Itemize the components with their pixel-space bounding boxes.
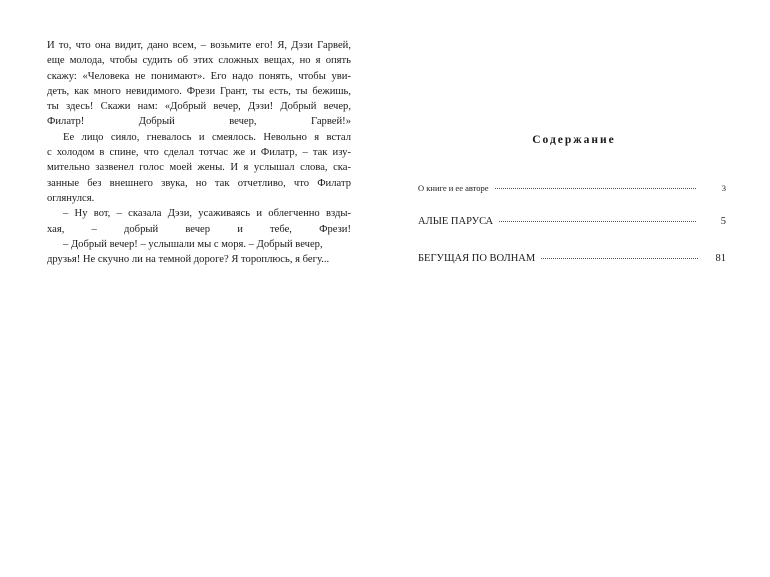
- toc-entry-scarlet-sails[interactable]: [418, 216, 726, 227]
- text-line: еще молода, чтобы судить об этих сложных вещах, но я опять: [47, 55, 351, 67]
- text-line: Филатр! Добрый вечер, Гарвей!»: [47, 116, 351, 128]
- toc-entry-page: 5: [720, 216, 726, 227]
- text-line: с холодом в спине, что сделал тотчас же и Филатр, – так изу-: [47, 147, 351, 159]
- dot-leader: [495, 187, 696, 189]
- toc-entry-page: 3: [721, 183, 726, 193]
- dot-leader: [499, 220, 696, 222]
- paragraph-4: [47, 237, 351, 268]
- dot-leader: [541, 257, 698, 259]
- text-line: хая, – добрый вечер и тебе, Фрези!: [47, 223, 351, 235]
- text-line: деть, как много невидимого. Фрези Грант, ты есть, ты бежишь,: [47, 85, 351, 97]
- toc-entry-label: БЕГУЩАЯ ПО ВОЛНАМ: [418, 253, 536, 264]
- text-line: скажу: «Человека не понимают». Его надо понять, чтобы уви-: [47, 70, 351, 82]
- text-line: мительно зазвенел голос моей жены. И я услышал слова, ска-: [47, 162, 351, 174]
- toc-entry-page: 81: [715, 253, 726, 264]
- paragraph-2: [47, 130, 351, 206]
- left-page-text: [47, 38, 351, 267]
- text-line: друзья! Не скучно ли на темной дороге? Я тороплюсь, я бегу...: [47, 254, 330, 266]
- text-line: – Ну вот, – сказала Дэзи, усаживаясь и облегченно взды-: [63, 208, 351, 220]
- text-line: – Добрый вечер! – услышали мы с моря. – Добрый вечер,: [63, 238, 323, 250]
- paragraph-1: [47, 38, 351, 130]
- toc-entry-label: АЛЫЕ ПАРУСА: [418, 216, 494, 227]
- text-line: занные без внешнего звука, но так отчетливо, что Филатр: [47, 177, 351, 189]
- text-line: ты здесь! Скажи нам: «Добрый вечер, Дэзи! Добрый вечер,: [47, 101, 351, 113]
- paragraph-3: [47, 206, 351, 237]
- text-line: Ее лицо сияло, гневалось и смеялось. Невольно я встал: [63, 131, 351, 143]
- toc-title: Содержание: [532, 134, 616, 146]
- text-line: оглянулся.: [47, 192, 95, 204]
- text-line: И то, что она видит, дано всем, – возьмите его! Я, Дэзи Гарвей,: [47, 40, 351, 51]
- toc-entry-about-book[interactable]: [418, 183, 726, 193]
- toc-entry-running-on-waves[interactable]: [418, 253, 726, 264]
- toc-entry-label: О книге и ее авторе: [418, 183, 489, 193]
- table-of-contents-page: [418, 0, 730, 577]
